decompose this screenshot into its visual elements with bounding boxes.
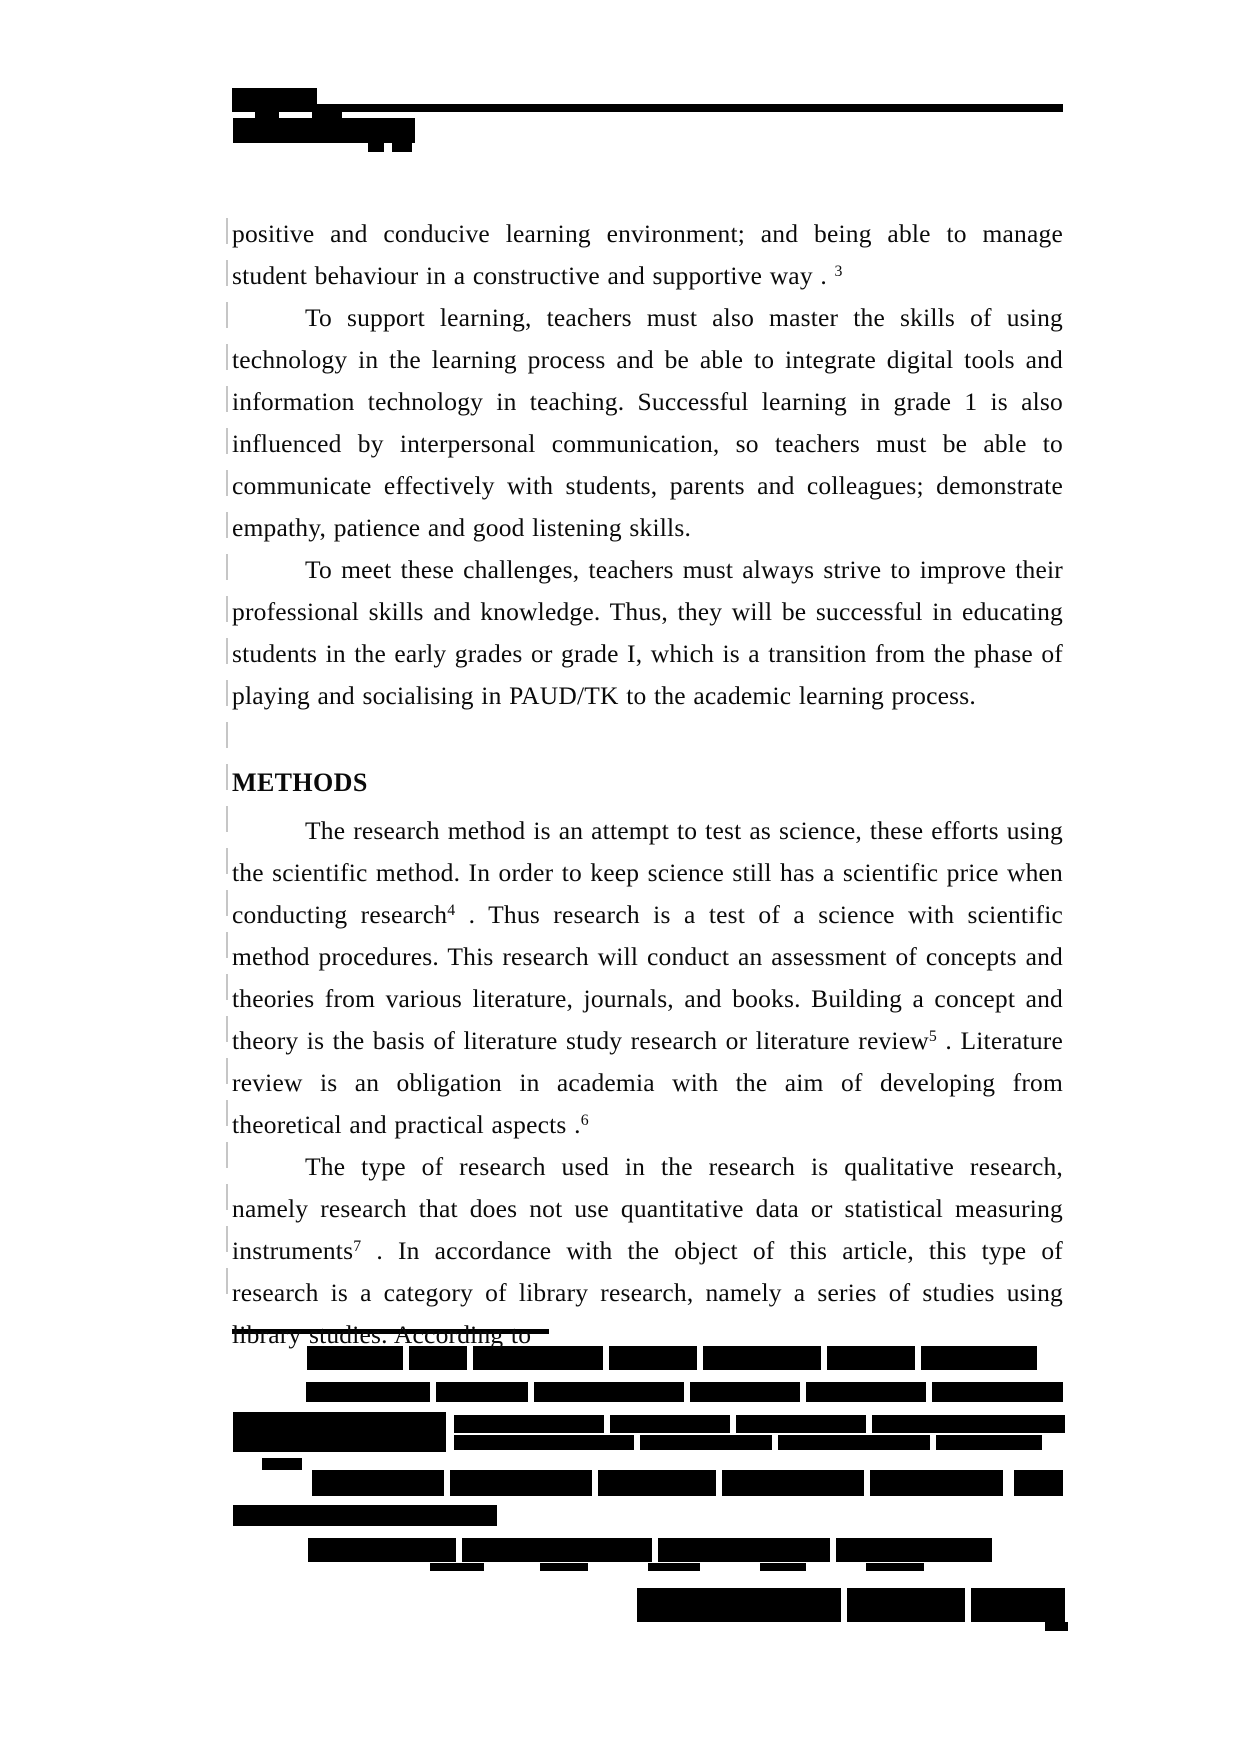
body-paragraph-5: The research method is an attempt to test as science, these efforts using the scientific method. In order to keep science still has a scientific price when conducting research$^4$ . Thus research is a test of a science with scientific method procedures. This research will conduct an assessment of concepts and theories from various literature, journals, and books. Building a concept and theory is the basis of literature study research or literature review$^5$ . Literature review is an obligation in academia with the aim of developing from theoretical and practical aspects .$^6$: [232, 816, 1063, 1139]
footnote-reference: 6: [580, 1112, 589, 1130]
header-subtitle-descender-2: [392, 142, 412, 152]
footnote-redaction-row-2: [932, 1382, 1063, 1402]
footnote-redaction-row-9: [971, 1588, 1065, 1622]
footnote-redaction-row-2: [436, 1382, 528, 1402]
footnote-redaction-row-8: [308, 1538, 456, 1562]
footnote-reference: 7: [353, 1238, 362, 1256]
section-heading-methods: METHODS: [232, 768, 368, 797]
body-paragraph-1: positive and conducive learning environment; and being able to manage student behaviour in a constructive and supportive way . $^3$: [232, 219, 1063, 290]
footnote-redaction-row-8: [658, 1538, 830, 1562]
footnote-redaction-row-6: [450, 1470, 592, 1496]
footnote-redaction-row-6: [598, 1470, 716, 1496]
footnote-last-descender: [1045, 1622, 1068, 1631]
header-title-rule: [232, 104, 1063, 112]
footnote-redaction-row-4: [454, 1415, 604, 1433]
header-subtitle-descender-1: [368, 142, 384, 152]
scan-artifact-ticks: [226, 218, 228, 1303]
footnote-redaction-row-6: [722, 1470, 864, 1496]
footnote-redaction-row-5: [454, 1435, 634, 1450]
header-subtitle-word: [233, 118, 415, 143]
footnote-ragged-edge-3: [648, 1563, 700, 1571]
body-paragraph-6: The type of research used in the research is qualitative research, namely research that does not use quantitative data or statistical measuring instruments$^7$ . In accordance with the object of this article, this type of research is a category of library research, namely a series of studies using library studies. According to: [232, 1152, 1063, 1349]
footnote-redaction-row-8: [462, 1538, 652, 1562]
footnote-redaction-row-5: [778, 1435, 930, 1450]
footnote-redaction-row-2: [306, 1382, 430, 1402]
body-paragraph-2: To support learning, teachers must also master the skills of using technology in the learning process and be able to integrate digital tools and information technology in teaching. Successful learning in grade 1 is also influenced by interpersonal communication, so teachers must be able to communicate effectively with students, parents and colleagues; demonstrate empathy, patience and good listening skills.: [232, 303, 1063, 542]
footnote-redaction-row-2: [806, 1382, 926, 1402]
footnote-redaction-row-5: [640, 1435, 772, 1450]
footnote-redaction-row-4: [872, 1415, 1065, 1433]
footnote-ragged-edge-5: [866, 1563, 924, 1571]
header-subtitle-bump-1: [255, 112, 279, 120]
footnote-ragged-edge-2: [540, 1563, 588, 1571]
footnote-redaction-row-9: [637, 1588, 841, 1622]
footnote-reference: 5: [928, 1028, 937, 1046]
document-body: [232, 213, 1063, 1356]
footnote-reference: 3: [834, 263, 843, 281]
footnote-redaction-row-6: [1014, 1470, 1063, 1496]
footnote-redaction-row-9: [847, 1588, 965, 1622]
footnote-superscript-notch: [262, 1458, 302, 1470]
footnote-redaction-row-3: [233, 1412, 446, 1452]
header-subtitle-bump-2: [312, 111, 342, 120]
footnote-ragged-edge-4: [760, 1563, 806, 1571]
footnote-ragged-edge-1: [430, 1563, 484, 1571]
footnote-redaction-row-2: [690, 1382, 800, 1402]
footnote-reference: 4: [447, 902, 456, 920]
body-paragraph-3: To meet these challenges, teachers must always strive to improve their professional skills and knowledge. Thus, they will be successful in educating students in the early grades or grade I, which is a transition from the phase of playing and socialising in PAUD/TK to the academic learning process.: [232, 555, 1063, 710]
footnote-redaction-row-8: [836, 1538, 992, 1562]
footnote-redaction-row-7: [233, 1505, 497, 1526]
footnote-redaction-row-6: [312, 1470, 444, 1496]
footnote-redaction-row-2: [534, 1382, 684, 1402]
footnote-redaction-row-6: [870, 1470, 1003, 1496]
footnote-redaction-row-5: [936, 1435, 1042, 1450]
footnote-redaction-row-4: [610, 1415, 730, 1433]
footnote-redaction-row-4: [736, 1415, 866, 1433]
